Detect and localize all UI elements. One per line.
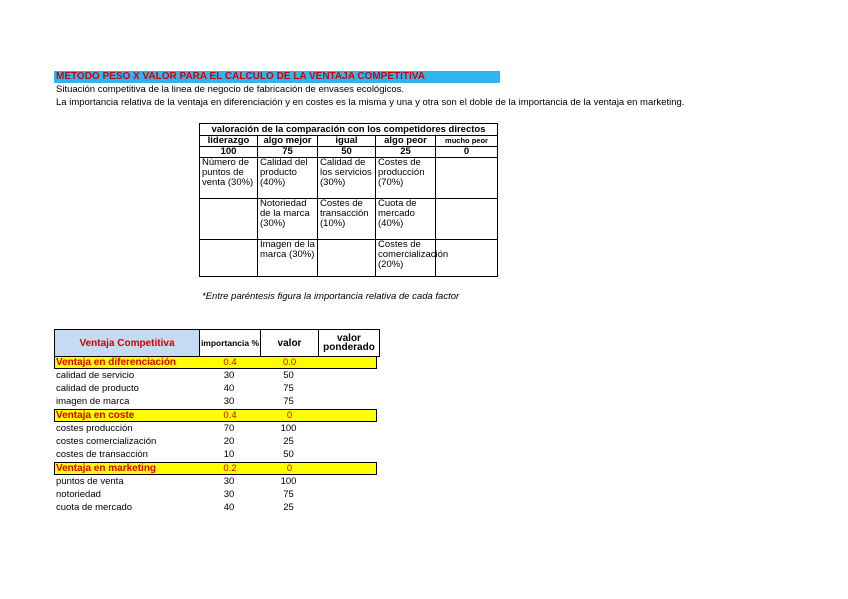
- category-cell: algo peor: [376, 136, 436, 147]
- row-label: Ventaja en coste: [56, 410, 135, 421]
- row-label: puntos de venta: [56, 476, 124, 487]
- row-importance: 40: [223, 502, 235, 513]
- category-cell: liderazgo: [200, 136, 258, 147]
- score-cell: 25: [376, 147, 436, 158]
- comparison-title: valoración de la comparación con los competidores directos: [200, 124, 498, 136]
- row-label: notoriedad: [56, 489, 101, 500]
- factor-cell: [436, 158, 498, 199]
- row-importance: 30: [223, 476, 235, 487]
- header-importance: importancia %: [199, 329, 261, 357]
- row-importance: 70: [223, 423, 235, 434]
- row-label: costes comercialización: [56, 436, 157, 447]
- row-value: 25: [283, 502, 294, 513]
- category-cell: algo mejor: [258, 136, 318, 147]
- table-row: [54, 475, 378, 488]
- row-value: 75: [283, 383, 294, 394]
- factor-cell: [200, 199, 258, 240]
- description-line-1: Situación competitiva de la linea de negocio de fabricación de envases ecológicos.: [56, 84, 405, 95]
- row-label: costes de transacción: [56, 449, 148, 460]
- row-label: cuota de mercado: [56, 502, 133, 513]
- description-line-2: La importancia relativa de la ventaja en diferenciación y en costes es la misma y una y otra son el doble de la importancia de la ventaja en marketing.: [56, 97, 685, 108]
- row-label: calidad de producto: [56, 383, 139, 394]
- score-cell: 75: [258, 147, 318, 158]
- row-value: 100: [280, 476, 297, 487]
- table-row: [54, 369, 378, 382]
- score-cell: 50: [318, 147, 376, 158]
- factor-cell: [200, 240, 258, 277]
- factor-cell: [436, 199, 498, 240]
- row-value: 0: [286, 463, 293, 474]
- row-value: 0.0: [282, 357, 297, 368]
- table-row: [54, 422, 378, 435]
- row-label: calidad de servicio: [56, 370, 135, 381]
- row-importance: 30: [223, 396, 235, 407]
- factor-cell: Costes de transacción (10%): [318, 199, 376, 240]
- table-row: [54, 501, 378, 514]
- header-weighted-value: valor ponderado: [318, 329, 380, 357]
- category-row-marketing: [54, 462, 377, 475]
- factor-cell: Calidad de los servicios (30%): [318, 158, 376, 199]
- factor-cell: Número de puntos de venta (30%): [200, 158, 258, 199]
- score-cell: 100: [200, 147, 258, 158]
- row-value: 100: [280, 423, 297, 434]
- factor-cell: [318, 240, 376, 277]
- category-cell: igual: [318, 136, 376, 147]
- category-row-cost: [54, 409, 377, 422]
- page-title: MÉTODO PESO X VALOR PARA EL CÁLCULO DE LA VENTAJA COMPETITIVA: [54, 71, 500, 83]
- row-importance: 0.2: [223, 463, 237, 474]
- category-row-differentiation: [54, 356, 377, 369]
- row-importance: 20: [223, 436, 235, 447]
- header-competitive-advantage: Ventaja Competitiva: [54, 329, 200, 357]
- table-footnote: *Entre paréntesis figura la importancia relativa de cada factor: [202, 291, 460, 302]
- factor-cell: Calidad del producto (40%): [258, 158, 318, 199]
- row-label: Ventaja en marketing: [56, 463, 157, 474]
- row-value: 50: [283, 449, 294, 460]
- row-importance: 10: [223, 449, 235, 460]
- category-cell: mucho peor: [436, 136, 498, 147]
- table-row: [54, 488, 378, 501]
- row-value: 50: [283, 370, 294, 381]
- row-value: 25: [283, 436, 294, 447]
- row-importance: 0.4: [223, 357, 237, 368]
- factor-cell: Imagen de la marca (30%): [258, 240, 318, 277]
- table-row: [54, 435, 378, 448]
- header-value: valor: [260, 329, 319, 357]
- row-importance: 40: [223, 383, 235, 394]
- table-row: [54, 448, 378, 461]
- row-label: imagen de marca: [56, 396, 130, 407]
- factor-cell: Costes de producción (70%): [376, 158, 436, 199]
- factor-cell: Costes de comercialización (20%): [376, 240, 436, 277]
- row-importance: 30: [223, 489, 235, 500]
- row-label: Ventaja en diferenciación: [56, 357, 177, 368]
- row-value: 75: [283, 489, 294, 500]
- competitor-comparison-table: [199, 123, 498, 277]
- row-importance: 30: [223, 370, 235, 381]
- row-value: 0: [286, 410, 293, 421]
- table-row: [54, 395, 378, 408]
- row-importance: 0.4: [223, 410, 237, 421]
- factor-cell: Notoriedad de la marca (30%): [258, 199, 318, 240]
- factor-cell: Cuota de mercado (40%): [376, 199, 436, 240]
- score-cell: 0: [436, 147, 498, 158]
- row-value: 75: [283, 396, 294, 407]
- table-row: [54, 382, 378, 395]
- row-label: costes producción: [56, 423, 133, 434]
